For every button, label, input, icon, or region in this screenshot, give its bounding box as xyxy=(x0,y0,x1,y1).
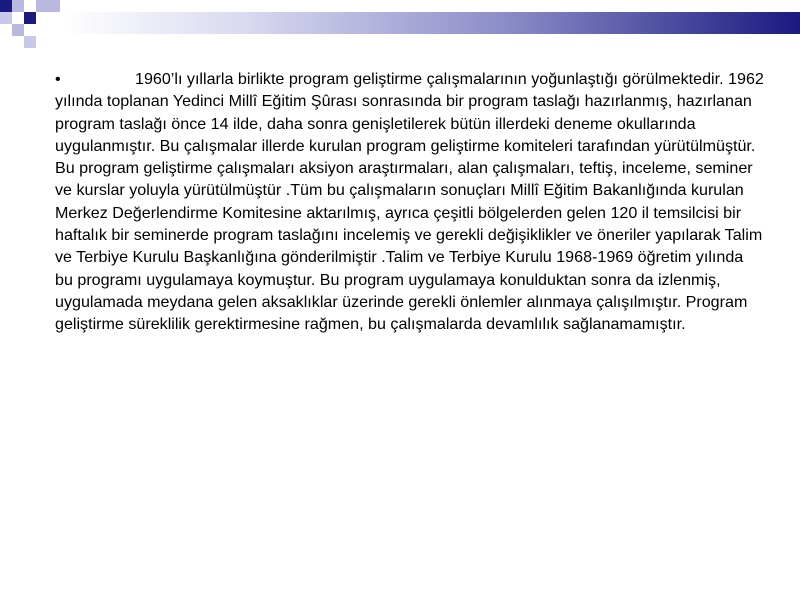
header-gradient-bar xyxy=(64,12,800,34)
deco-square xyxy=(24,36,36,48)
deco-square xyxy=(36,0,48,12)
bullet-icon: • xyxy=(55,70,61,88)
deco-square xyxy=(24,12,36,24)
deco-square xyxy=(48,0,60,12)
deco-square xyxy=(12,0,24,12)
paragraph-text: 1960’lı yıllarla birlikte program geliştirme çalışmalarının yoğunlaştığı görülmektedir. 1962 yılında toplanan Yedinci Millî Eğitim Şûrası sonrasında bir program taslağı hazırlanmış, hazırlanan program taslağı önce 14 ilde, daha sonra genişletilerek bütün illerdeki deneme okullarında uygulanmıştır. Bu çalışmalar illerde kurulan program geliştirme komiteleri tarafından yürütülmüştür. Bu program geliştirme çalışmaları aksiyon araştırmaları, alan çalışmaları, teftiş, inceleme, seminer ve kurslar yoluyla yürütülmüştür .Tüm bu çalışmaların sonuçları Millî Eğitim Bakanlığında kurulan Merkez Değerlendirme Komitesine aktarılmış, ayrıca çeşitli bölgelerden gelen 120 il temsilcisi bir haftalık bir seminerde program taslağını incelemiş ve gerekli değişiklikler ve öneriler yapılarak Talim ve Terbiye Kurulu Başkanlığına gönderilmiştir .Talim ve Terbiye Kurulu 1968-1969 öğretim yılında bu programı uygulamaya koymuştur. Bu program uygulamaya konulduktan sonra da izlenmiş, uygulamada meydana gelen aksaklıklar üzerinde gerekli önlemler alınmaya çalışılmıştır. Program geliştirme süreklilik gerektirmesine rağmen, bu çalışmalarda devamlılık sağlanamamıştır. xyxy=(55,70,764,334)
deco-square xyxy=(0,0,12,12)
deco-square xyxy=(0,12,12,24)
decorative-squares xyxy=(0,0,64,50)
bullet-paragraph xyxy=(55,68,765,336)
slide-body xyxy=(55,68,765,336)
deco-square xyxy=(12,24,24,36)
